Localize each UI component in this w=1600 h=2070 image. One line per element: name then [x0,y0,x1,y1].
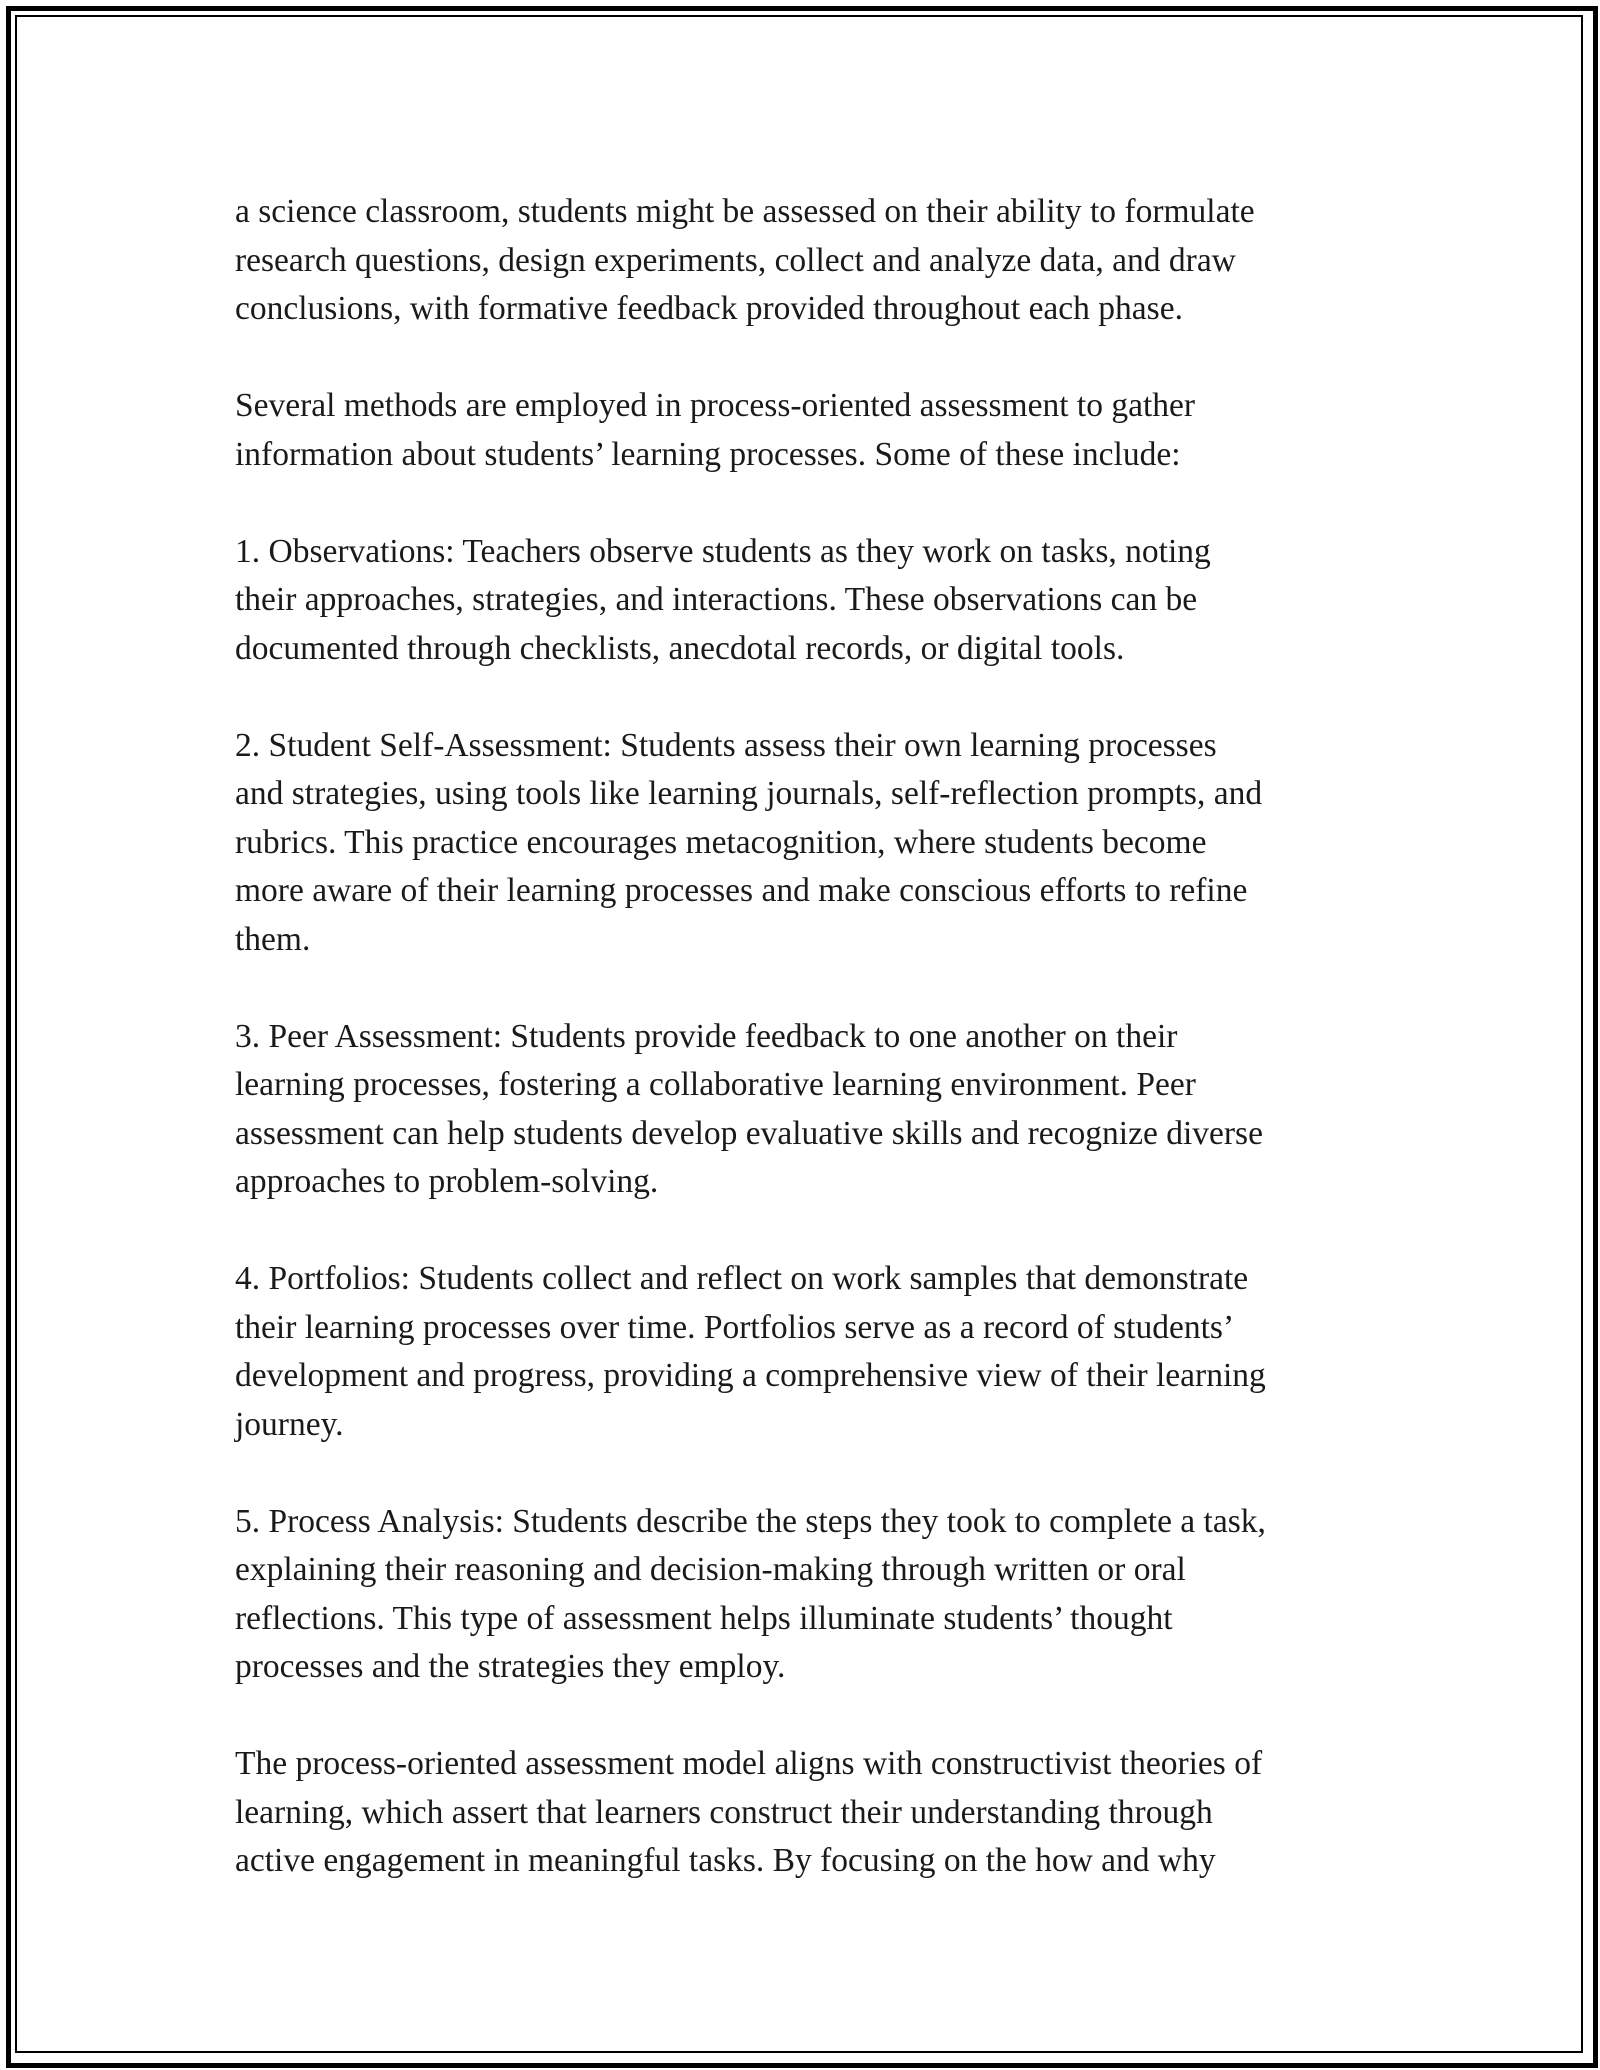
paragraph-self-assessment [235,722,1385,965]
text-line: and strategies, using tools like learning journals, self-reflection prompts, and [235,775,1263,812]
text-line: a science classroom, students might be assessed on their ability to formulate [235,193,1255,230]
text-line: learning processes, fostering a collaborative learning environment. Peer [235,1066,1196,1103]
text-line: research questions, design experiments, collect and analyze data, and draw [235,241,1236,279]
text-line: information about students’ learning processes. Some of these include: [235,435,1181,473]
paragraph-methods-intro [235,382,1385,479]
text-line: more aware of their learning processes and make conscious efforts to refine [235,872,1248,909]
paragraph-portfolios [235,1255,1385,1449]
document-body [235,188,1385,1934]
paragraph-peer-assessment [235,1013,1385,1207]
paragraph-observations [235,528,1385,674]
text-line: 4. Portfolios: Students collect and reflect on work samples that demonstrate [235,1260,1249,1297]
text-line: their approaches, strategies, and interactions. These observations can be [235,581,1198,618]
text-line: 3. Peer Assessment: Students provide feedback to one another on their [235,1017,1178,1055]
text-line: their learning processes over time. Portfolios serve as a record of students’ [235,1308,1235,1346]
text-line: explaining their reasoning and decision-making through written or oral [235,1551,1186,1588]
paragraph-constructivist [235,1740,1385,1886]
paragraph-process-analysis [235,1498,1385,1692]
text-line: conclusions, with formative feedback provided throughout each phase. [235,290,1183,327]
text-line: 5. Process Analysis: Students describe the steps they took to complete a task, [235,1502,1266,1540]
text-line: rubrics. This practice encourages metacognition, where students become [235,823,1207,861]
text-line: processes and the strategies they employ. [235,1648,786,1685]
text-line: active engagement in meaningful tasks. By focusing on the how and why [235,1842,1216,1879]
text-line: approaches to problem-solving. [235,1163,659,1200]
text-line: journey. [235,1405,344,1443]
text-line: Several methods are employed in process-oriented assessment to gather [235,387,1196,424]
paragraph-intro-continuation [235,188,1385,334]
text-line: assessment can help students develop evaluative skills and recognize diverse [235,1114,1263,1152]
text-line: The process-oriented assessment model aligns with constructivist theories of [235,1745,1263,1782]
text-line: reflections. This type of assessment helps illuminate students’ thought [235,1599,1173,1637]
text-line: them. [235,920,311,958]
text-line: 2. Student Self-Assessment: Students assess their own learning processes [235,726,1217,764]
text-line: 1. Observations: Teachers observe students as they work on tasks, noting [235,532,1211,570]
text-line: learning, which assert that learners construct their understanding through [235,1793,1213,1831]
text-line: documented through checklists, anecdotal records, or digital tools. [235,629,1125,667]
text-line: development and progress, providing a comprehensive view of their learning [235,1357,1266,1394]
